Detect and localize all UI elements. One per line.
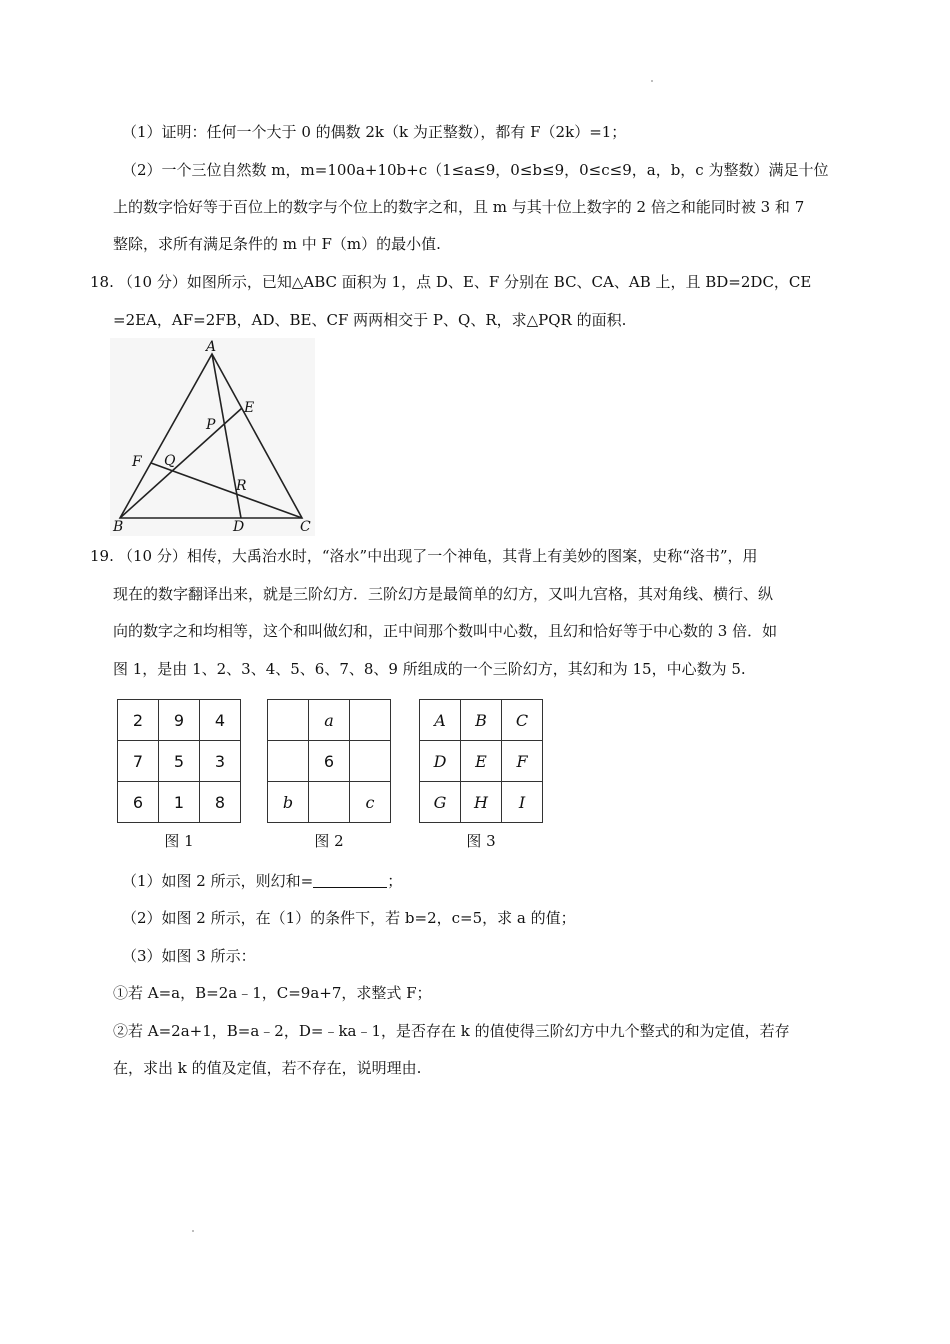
label-p: P [206,417,216,433]
fig3-cell: B [461,700,502,741]
label-f: F [132,454,142,470]
q19-sub3-1: ①若 A=a，B=2a﹣1，C=9a+7，求整式 F； [113,984,432,1002]
q18-number: 18. [90,273,114,291]
q19-sub2: （2）如图 2 所示，在（1）的条件下，若 b=2，c=5，求 a 的值； [122,909,576,927]
fig3-cell: F [502,741,543,782]
q19-line3: 向的数字之和均相等，这个和叫做幻和，正中间那个数叫中心数，且幻和恰好等于中心数的 3 倍．如 [113,622,778,640]
fig1-caption: 图 1 [164,832,194,850]
fig1-cell: 1 [159,782,200,823]
fig2-cell [350,700,391,741]
label-q: Q [164,453,176,469]
q17-part1: （1）证明：任何一个大于 0 的偶数 2k（k 为正整数），都有 F（2k）=1； [122,123,627,141]
magic-square-fig2 [267,699,391,823]
fig3-cell: D [420,741,461,782]
fig3-cell: H [461,782,502,823]
scan-dot-bottom [192,1230,194,1232]
fig3-caption: 图 3 [466,832,496,850]
q19-sub1-text: （1）如图 2 所示，则幻和= [122,872,314,890]
fig2-cell: b [268,782,309,823]
fig2-cell: c [350,782,391,823]
fig1-cell: 8 [200,782,241,823]
fig2-cell [350,741,391,782]
scan-dot-top [651,80,653,82]
q19-line4: 图 1，是由 1、2、3、4、5、6、7、8、9 所组成的一个三阶幻方，其幻和为 15，中心数为 5. [113,660,746,678]
label-e: E [244,400,255,416]
q19-sub1-end: ； [387,872,403,890]
fig2-caption: 图 2 [314,832,344,850]
fig3-cell: G [420,782,461,823]
magic-square-fig1 [117,699,241,823]
fig3-cell: E [461,741,502,782]
label-a: A [206,339,217,355]
fig3-cell: I [502,782,543,823]
fig2-cell [268,741,309,782]
q19-line2: 现在的数字翻译出来，就是三阶幻方．三阶幻方是最简单的幻方，又叫九宫格，其对角线、横行、纵 [113,585,774,603]
fig2-cell: a [309,700,350,741]
q19-sub3: （3）如图 3 所示： [122,947,256,965]
q19-sub3-2-line2: 在，求出 k 的值及定值，若不存在，说明理由. [113,1059,422,1077]
q19-line1: （10 分）相传，大禹治水时，“洛水”中出现了一个神龟，其背上有美妙的图案，史称“洛书”，用 [118,547,758,565]
q19-sub1 [122,871,402,891]
fig2-cell [309,782,350,823]
label-b: B [113,519,124,535]
fig3-cell: C [502,700,543,741]
q19-sub3-2-line1: ②若 A=2a+1，B=a﹣2，D=﹣ka﹣1，是否存在 k 的值使得三阶幻方中九个整式的和为定值，若存 [113,1022,790,1040]
fig1-cell: 6 [118,782,159,823]
triangle-figure [110,338,315,536]
fig2-cell [268,700,309,741]
fig1-cell: 4 [200,700,241,741]
fig1-cell: 3 [200,741,241,782]
answer-blank[interactable] [313,873,387,888]
label-d: D [233,519,245,535]
label-c: C [300,519,311,535]
q19-number: 19. [90,547,114,565]
fig1-cell: 5 [159,741,200,782]
q17-part2-line1: （2）一个三位自然数 m，m=100a+10b+c（1≤a≤9，0≤b≤9，0≤c≤9，a，b，c 为整数）满足十位 [122,161,829,179]
q17-part2-line2: 上的数字恰好等于百位上的数字与个位上的数字之和，且 m 与其十位上数字的 2 倍之和能同时被 3 和 7 [113,198,805,216]
fig1-cell: 2 [118,700,159,741]
q18-line2: =2EA，AF=2FB，AD、BE、CF 两两相交于 P、Q、R，求△PQR 的面积. [113,311,627,329]
magic-square-fig3 [419,699,543,823]
fig1-cell: 9 [159,700,200,741]
label-r: R [236,478,247,494]
fig2-cell: 6 [309,741,350,782]
q17-part2-line3: 整除，求所有满足条件的 m 中 F（m）的最小值. [113,235,441,253]
fig1-cell: 7 [118,741,159,782]
q18-line1: （10 分）如图所示，已知△ABC 面积为 1，点 D、E、F 分别在 BC、CA、AB 上，且 BD=2DC，CE [118,273,812,291]
fig3-cell: A [420,700,461,741]
